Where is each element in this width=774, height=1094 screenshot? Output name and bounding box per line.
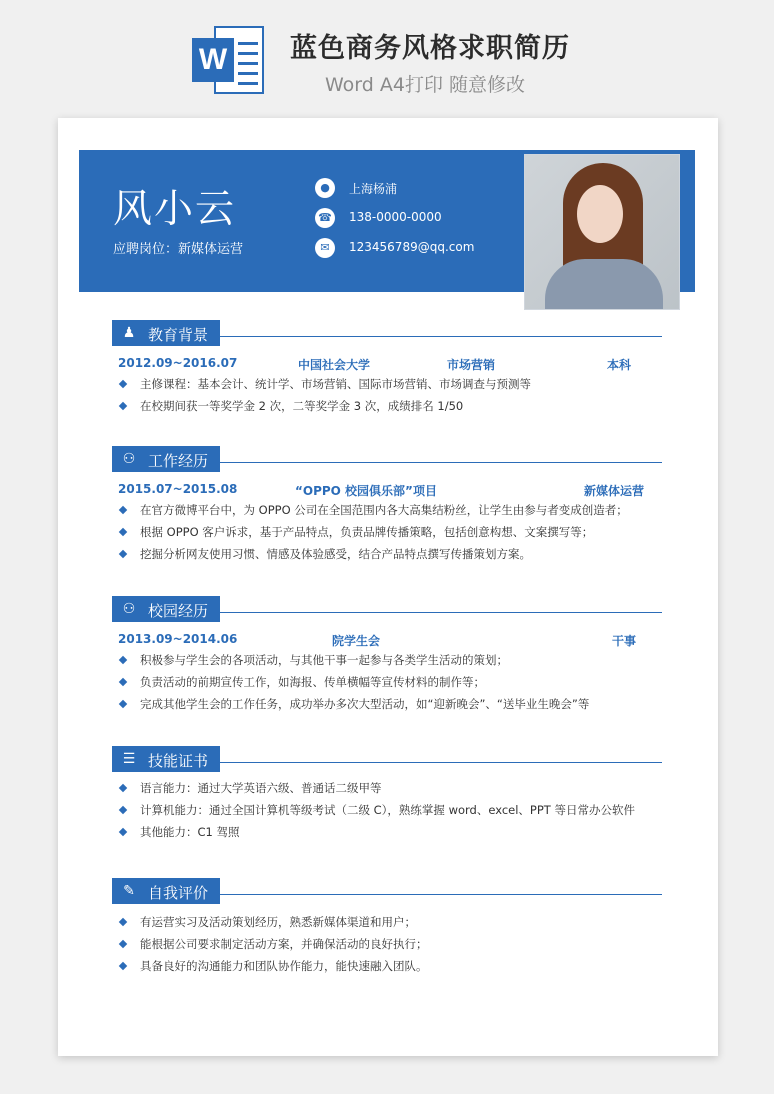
quill-icon: ✎ <box>123 883 135 899</box>
section-divider <box>220 336 662 337</box>
education-date: 2012.09~2016.07 <box>118 356 238 370</box>
email-text: 123456789@qq.com <box>349 240 475 254</box>
list-item: 在校期间获一等奖学金 2 次，二等奖学金 3 次，成绩排名 1/50 <box>118 398 658 416</box>
word-logo-icon <box>192 24 266 96</box>
work-date: 2015.07~2015.08 <box>118 482 238 496</box>
section-skills <box>112 746 664 846</box>
campus-header-row <box>118 632 658 650</box>
applied-position: 应聘岗位：新媒体运营 <box>113 242 244 257</box>
campus-date: 2013.09~2014.06 <box>118 632 238 646</box>
people-icon: ⚇ <box>122 601 136 617</box>
banner-subtitle: Word A4打印 随意修改 <box>325 74 526 96</box>
education-school: 中国社会大学 <box>298 358 371 372</box>
list-item: 计算机能力：通过全国计算机等级考试（二级 C），熟练掌握 word、excel、PPT 等日常办公软件 <box>118 802 658 820</box>
section-divider <box>220 462 662 463</box>
people-icon: ⚇ <box>122 451 136 467</box>
section-tab <box>112 446 220 472</box>
section-title: 技能证书 <box>148 752 209 770</box>
section-divider <box>220 894 662 895</box>
email-icon: ✉ <box>315 238 335 258</box>
list-item: 积极参与学生会的各项活动，与其他干事一起参与各类学生活动的策划； <box>118 652 658 670</box>
section-title: 教育背景 <box>148 326 209 344</box>
phone-icon: ☎ <box>315 208 335 228</box>
banner-title: 蓝色商务风格求职简历 <box>290 33 570 64</box>
word-badge: W <box>192 38 234 82</box>
page-banner <box>0 0 774 112</box>
resume-page <box>58 118 718 1056</box>
education-degree: 本科 <box>607 358 632 372</box>
section-tab <box>112 320 220 346</box>
list-item: 根据 OPPO 客户诉求，基于产品特点，负责品牌传播策略，包括创意构想、文案撰写等； <box>118 524 658 542</box>
list-item: 具备良好的沟通能力和团队协作能力，能快速融入团队。 <box>118 958 658 976</box>
contact-location <box>315 178 515 200</box>
phone-text: 138-0000-0000 <box>349 210 442 224</box>
section-tab <box>112 596 220 622</box>
work-header-row <box>118 482 658 500</box>
location-icon: ● <box>315 178 335 198</box>
work-project: “OPPO 校园俱乐部”项目 <box>295 484 437 498</box>
education-header-row <box>118 356 658 374</box>
contact-email <box>315 238 515 260</box>
section-campus <box>112 596 664 716</box>
education-major: 市场营销 <box>447 358 496 372</box>
section-divider <box>220 762 662 763</box>
campus-role: 干事 <box>612 634 637 648</box>
section-divider <box>220 612 662 613</box>
contact-phone <box>315 208 515 230</box>
list-item: 在官方微博平台中，为 OPPO 公司在全国范围内各大高集结粉丝，让学生由参与者变成创造者； <box>118 502 658 520</box>
graduation-icon: ♟ <box>122 325 136 341</box>
section-title: 自我评价 <box>148 884 209 902</box>
list-item: 完成其他学生会的工作任务，成功举办多次大型活动，如“迎新晚会”、“送毕业生晚会”等 <box>118 696 658 714</box>
section-tab <box>112 878 220 904</box>
candidate-name: 风小云 <box>113 187 237 232</box>
section-title: 校园经历 <box>148 602 209 620</box>
section-title: 工作经历 <box>148 452 209 470</box>
list-item: 其他能力：C1 驾照 <box>118 824 658 842</box>
work-role: 新媒体运营 <box>584 484 645 498</box>
location-text: 上海杨浦 <box>349 182 398 196</box>
section-self-evaluation <box>112 878 664 978</box>
section-tab <box>112 746 220 772</box>
list-item: 挖掘分析网友使用习惯、情感及体验感受，结合产品特点撰写传播策划方案。 <box>118 546 658 564</box>
list-item: 主修课程：基本会计、统计学、市场营销、国际市场营销、市场调查与预测等 <box>118 376 658 394</box>
profile-photo <box>524 154 680 310</box>
certificate-icon: ☰ <box>122 751 136 767</box>
section-education <box>112 320 664 416</box>
list-item: 语言能力：通过大学英语六级、普通话二级甲等 <box>118 780 658 798</box>
section-work <box>112 446 664 566</box>
campus-org: 院学生会 <box>332 634 381 648</box>
list-item: 有运营实习及活动策划经历，熟悉新媒体渠道和用户； <box>118 914 658 932</box>
list-item: 负责活动的前期宣传工作，如海报、传单横幅等宣传材料的制作等； <box>118 674 658 692</box>
list-item: 能根据公司要求制定活动方案，并确保活动的良好执行； <box>118 936 658 954</box>
